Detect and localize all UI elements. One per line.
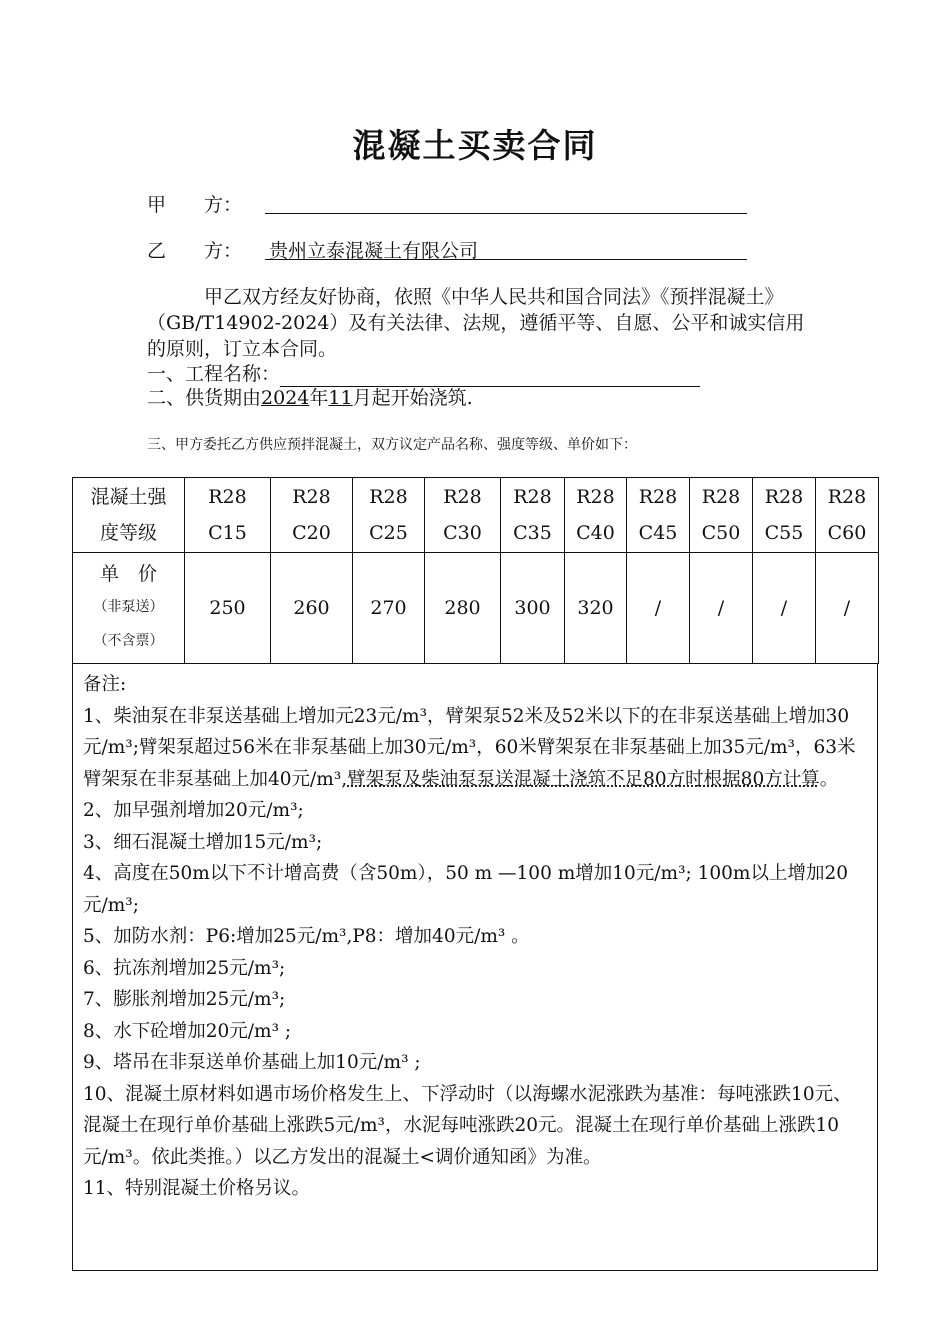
project-name-label: 一、工程名称：: [147, 363, 281, 385]
supply-year-unit: 年: [309, 387, 329, 409]
grade-age: R28: [701, 486, 741, 508]
party-a-row: [147, 190, 265, 220]
grade-class: C40: [576, 522, 615, 544]
grade-row: [73, 478, 879, 553]
supply-period-prefix: 二、供货期由: [147, 387, 262, 409]
price-header-cell: [73, 553, 185, 664]
notes-heading: 备注:: [83, 674, 127, 695]
supply-period-suffix: 月起开始浇筑.: [352, 387, 473, 409]
note-1-end: 。: [819, 768, 839, 790]
contract-title: 混凝土买卖合同: [352, 126, 598, 165]
grade-class: C30: [443, 522, 482, 544]
grade-age: R28: [827, 486, 867, 508]
item-project-name: [147, 361, 812, 387]
grade-cell: [690, 478, 753, 553]
grade-cell: [501, 478, 565, 553]
party-a-field[interactable]: [265, 190, 747, 214]
note-10: 10、混凝土原材料如遇市场价格发生上、下浮动时（以海螺水泥涨跌为基准：每吨涨跌10元、混凝土在现行单价基础上涨跌5元/m³，水泥每吨涨跌20元。混凝土在现行单价基础上涨跌10元/m³。依此类推。）以乙方发出的混凝土<调价通知函》为准。: [83, 1083, 852, 1168]
grade-header-cell: [73, 478, 185, 553]
notes-box: [72, 663, 878, 1271]
grade-cell: [627, 478, 690, 553]
grade-class: C20: [292, 522, 331, 544]
grade-cell: [816, 478, 879, 553]
grade-header-line1: 混凝土强: [90, 486, 167, 508]
note-1-underlined: 臂架泵及柴油泵泵送混凝土浇筑不足80方时根据80方计算: [347, 768, 820, 790]
party-b-row: [147, 236, 479, 266]
grade-cell: [565, 478, 627, 553]
price-cell: 250: [185, 553, 271, 664]
grade-cell: [185, 478, 271, 553]
price-row: [73, 553, 879, 664]
price-header-line2: （非泵送）: [93, 599, 164, 615]
price-cell: /: [690, 553, 753, 664]
grade-cell: [753, 478, 816, 553]
grade-age: R28: [369, 486, 408, 508]
party-a-label: 甲 方：: [147, 194, 243, 216]
party-b-label: 乙 方：: [147, 240, 243, 262]
intro-paragraph: 甲乙双方经友好协商，依照《中华人民共和国合同法》《预拌混凝土》（GB/T14902-2024）及有关法律、法规，遵循平等、自愿、公平和诚实信用的原则，订立本合同。: [147, 286, 805, 360]
note-1-text: 1、柴油泵在非泵送基础上增加元23元/m³，臂架泵52米及52米以下的在非泵送基础上增加30元/m³;臂架泵超过56米在非泵基础上加30元/m³，60米臂架泵在非泵基础上加35元/m³，63米臂架泵在非泵基础上加40元/m³,: [83, 705, 856, 790]
item-price-intro: 三、甲方委托乙方供应预拌混凝土，双方议定产品名称、强度等级、单价如下：: [147, 437, 637, 453]
grade-age: R28: [576, 486, 615, 508]
grade-class: C55: [764, 522, 804, 544]
grade-class: C45: [638, 522, 678, 544]
price-cell: 270: [353, 553, 425, 664]
price-header-line3: （不含票）: [93, 633, 164, 649]
note-1: [83, 701, 868, 796]
grade-age: R28: [764, 486, 804, 508]
note-5: 5、加防水剂：P6:增加25元/m³,P8：增加40元/m³ 。: [83, 926, 530, 947]
price-cell: 320: [565, 553, 627, 664]
note-4: 4、高度在50m以下不计增高费（含50m），50 m —100 m增加10元/m³; 100m以上增加20元/m³;: [83, 863, 849, 916]
grade-age: R28: [443, 486, 482, 508]
price-cell: /: [753, 553, 816, 664]
grade-class: C25: [369, 522, 408, 544]
supply-month: 11: [328, 387, 353, 409]
grade-cell: [353, 478, 425, 553]
price-header-line1: 单 价: [99, 563, 157, 585]
grade-age: R28: [208, 486, 247, 508]
grade-age: R28: [638, 486, 678, 508]
price-cell: 300: [501, 553, 565, 664]
item-supply-period: [147, 385, 812, 411]
supply-year: 2024: [261, 387, 310, 409]
note-6: 6、抗冻剂增加25元/m³;: [83, 957, 286, 979]
note-2: 2、加早强剂增加20元/m³;: [83, 800, 304, 821]
price-cell: 280: [425, 553, 501, 664]
price-cell: /: [816, 553, 879, 664]
grade-class: C35: [513, 522, 552, 544]
grade-cell: [271, 478, 353, 553]
note-7: 7、膨胀剂增加25元/m³;: [83, 989, 286, 1010]
note-3: 3、细石混凝土增加15元/m³;: [83, 831, 323, 853]
grade-cell: [425, 478, 501, 553]
grade-class: C60: [827, 522, 867, 544]
party-b-field[interactable]: 贵州立泰混凝土有限公司: [265, 236, 747, 260]
price-cell: /: [627, 553, 690, 664]
grade-age: R28: [292, 486, 331, 508]
note-8: 8、水下砼增加20元/m³ ;: [83, 1020, 292, 1042]
price-cell: 260: [271, 553, 353, 664]
grade-class: C15: [208, 522, 247, 544]
project-name-field[interactable]: [280, 366, 700, 387]
grade-header-line2: 度等级: [99, 522, 157, 544]
note-11: 11、特别混凝土价格另议。: [83, 1178, 311, 1199]
grade-class: C50: [701, 522, 741, 544]
grade-age: R28: [513, 486, 552, 508]
price-table: [72, 477, 879, 664]
note-9: 9、塔吊在非泵送单价基础上加10元/m³ ;: [83, 1052, 421, 1073]
